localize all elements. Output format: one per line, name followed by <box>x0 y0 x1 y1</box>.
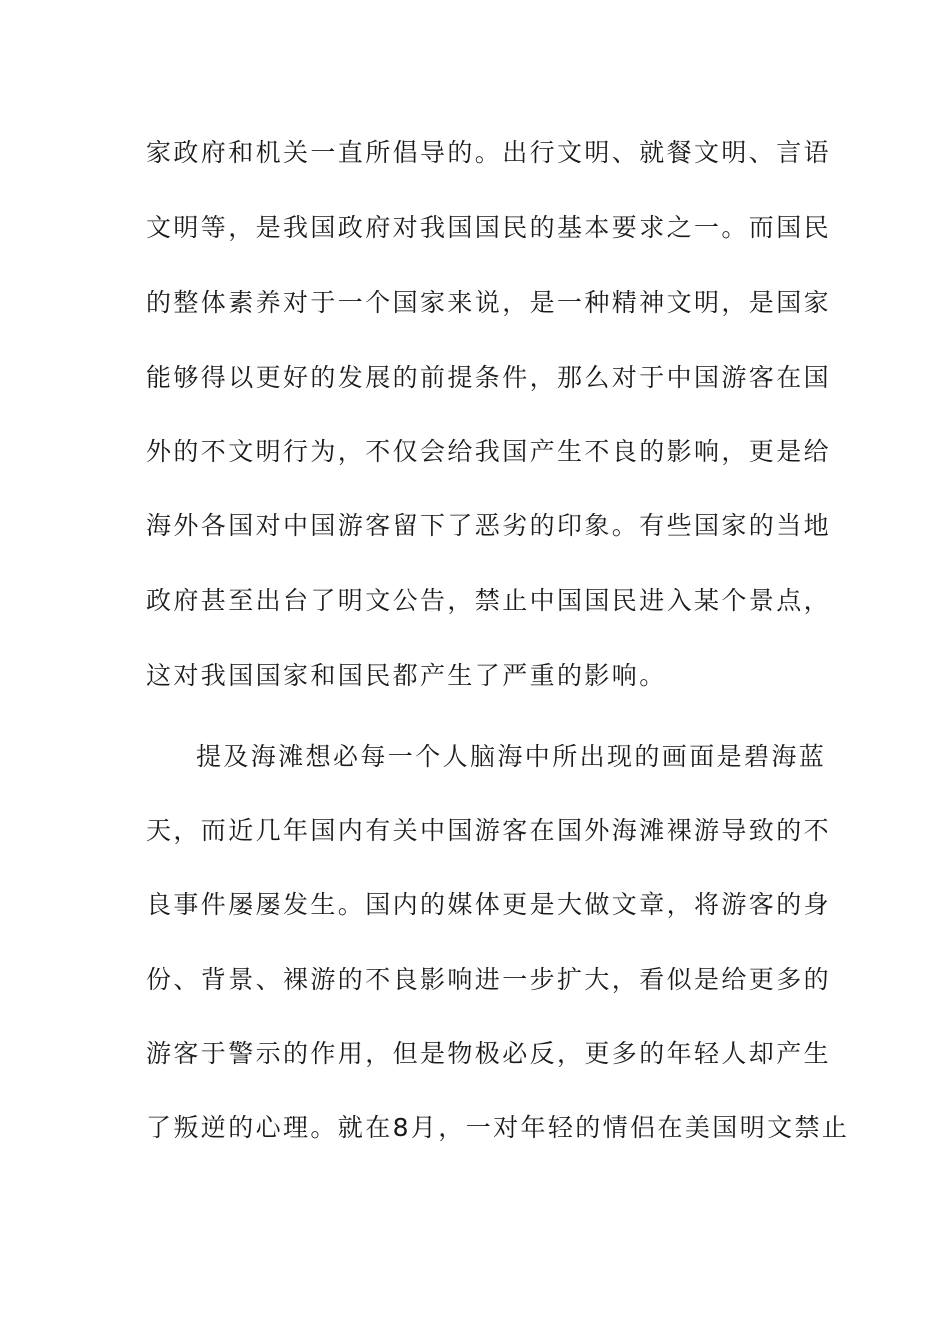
paragraph-first-line: 提及海滩想必每一个人脑海中所出现的画面是碧海蓝 <box>196 742 827 771</box>
paragraph-line: 能够得以更好的发展的前提条件，那么对于中国游客在国 <box>146 363 832 392</box>
paragraph-line: 政府甚至出台了明文公告，禁止中国国民进入某个景点， <box>146 586 832 615</box>
paragraph-line: 海外各国对中国游客留下了恶劣的印象。有些国家的当地 <box>146 511 832 540</box>
paragraph-line: 良事件屡屡发生。国内的媒体更是大做文章，将游客的身 <box>146 890 832 919</box>
paragraph-line: 的整体素养对于一个国家来说，是一种精神文明，是国家 <box>146 288 832 317</box>
paragraph-line: 这对我国国家和国民都产生了严重的影响。 <box>146 661 667 690</box>
paragraph-line: 文明等，是我国政府对我国国民的基本要求之一。而国民 <box>146 213 832 242</box>
paragraph-line: 天，而近几年国内有关中国游客在国外海滩裸游导致的不 <box>146 816 832 845</box>
paragraph-line: 外的不文明行为，不仅会给我国产生不良的影响，更是给 <box>146 437 832 466</box>
paragraph-line: 游客于警示的作用，但是物极必反，更多的年轻人却产生 <box>146 1039 832 1068</box>
paragraph-line: 家政府和机关一直所倡导的。出行文明、就餐文明、言语 <box>146 138 832 167</box>
paragraph-line: 了叛逆的心理。就在8月，一对年轻的情侣在美国明文禁止 <box>146 1113 850 1142</box>
paragraph-line: 份、背景、裸游的不良影响进一步扩大，看似是给更多的 <box>146 965 832 994</box>
